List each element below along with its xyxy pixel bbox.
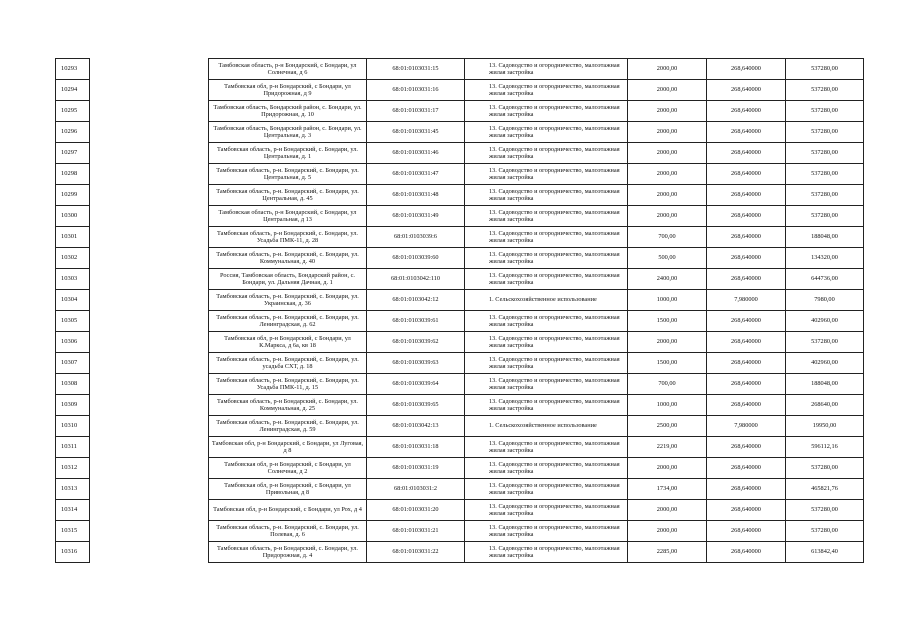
specific-value-cell: 268,640000 xyxy=(707,521,786,542)
address-cell: Тамбовская область, р-н Бондарский, с. Бондари, ул. Центральная, д. 1 xyxy=(209,143,367,164)
record-number: 10310 xyxy=(56,416,90,437)
address-cell: Тамбовская область, р-н. Бондарский, с. Бондари, ул. Украинская, д. 36 xyxy=(209,290,367,311)
area-cell: 2000,00 xyxy=(628,101,707,122)
cadastral-value-cell: 402960,00 xyxy=(786,311,864,332)
land-use-cell: 13. Садоводство и огородничество, малоэтажная жилая застройка xyxy=(465,143,628,164)
cadastral-number-cell: 68:01:0103031:17 xyxy=(367,101,465,122)
cadastral-value-cell: 537280,00 xyxy=(786,206,864,227)
specific-value-cell: 268,640000 xyxy=(707,248,786,269)
specific-value-cell: 268,640000 xyxy=(707,437,786,458)
table-row xyxy=(56,437,864,458)
cadastral-number-cell: 68:01:0103031:46 xyxy=(367,143,465,164)
record-number: 10304 xyxy=(56,290,90,311)
table-body xyxy=(56,59,864,563)
table-row xyxy=(56,122,864,143)
specific-value-cell: 268,640000 xyxy=(707,164,786,185)
area-cell: 2000,00 xyxy=(628,122,707,143)
record-number: 10309 xyxy=(56,395,90,416)
specific-value-cell: 268,640000 xyxy=(707,374,786,395)
spacer-cell xyxy=(90,59,209,80)
area-cell: 2000,00 xyxy=(628,59,707,80)
cadastral-number-cell: 68:01:0103039:64 xyxy=(367,374,465,395)
spacer-cell xyxy=(90,206,209,227)
cadastral-value-cell: 537280,00 xyxy=(786,458,864,479)
record-number: 10296 xyxy=(56,122,90,143)
address-cell: Тамбовская обл, р-н Бондарский, с Бондари, ул К.Маркса, д 6а, кв 18 xyxy=(209,332,367,353)
cadastral-value-cell: 188048,00 xyxy=(786,227,864,248)
address-cell: Тамбовская обл, р-н Бондарский, с Бондари, ул Придорожная, д 9 xyxy=(209,80,367,101)
spacer-cell xyxy=(90,248,209,269)
address-cell: Россия, Тамбовская область, Бондарский район, с. Бондари, ул. Дальняя Дачная, д. 1 xyxy=(209,269,367,290)
address-cell: Тамбовская обл, р-н Бондарский, с Бондари, ул Рох, д 4 xyxy=(209,500,367,521)
spacer-cell xyxy=(90,143,209,164)
address-cell: Тамбовская область, р-н. Бондарский, с. Бондари, ул. Ленинградская, д. 62 xyxy=(209,311,367,332)
area-cell: 2000,00 xyxy=(628,458,707,479)
cadastral-value-cell: 402960,00 xyxy=(786,353,864,374)
spacer-cell xyxy=(90,374,209,395)
cadastral-value-cell: 537280,00 xyxy=(786,59,864,80)
spacer-cell xyxy=(90,416,209,437)
cadastral-number-cell: 68:01:0103031:45 xyxy=(367,122,465,143)
specific-value-cell: 268,640000 xyxy=(707,353,786,374)
cadastral-number-cell: 68:01:0103031:21 xyxy=(367,521,465,542)
cadastral-value-cell: 596112,16 xyxy=(786,437,864,458)
specific-value-cell: 268,640000 xyxy=(707,59,786,80)
record-number: 10298 xyxy=(56,164,90,185)
specific-value-cell: 268,640000 xyxy=(707,332,786,353)
specific-value-cell: 268,640000 xyxy=(707,542,786,563)
cadastral-number-cell: 68:01:0103031:16 xyxy=(367,80,465,101)
table-row xyxy=(56,542,864,563)
land-use-cell: 13. Садоводство и огородничество, малоэтажная жилая застройка xyxy=(465,227,628,248)
land-use-cell: 13. Садоводство и огородничество, малоэтажная жилая застройка xyxy=(465,185,628,206)
table-row xyxy=(56,395,864,416)
record-number: 10313 xyxy=(56,479,90,500)
address-cell: Тамбовская область, р-н. Бондарский, с. Бондари, ул. Полевая, д. 6 xyxy=(209,521,367,542)
cadastral-number-cell: 68:01:0103039:61 xyxy=(367,311,465,332)
address-cell: Тамбовская область, р-н Бондарский, с. Бондари, ул. Коммунальная, д. 25 xyxy=(209,395,367,416)
cadastral-number-cell: 68:01:0103042:12 xyxy=(367,290,465,311)
land-use-cell: 13. Садоводство и огородничество, малоэтажная жилая застройка xyxy=(465,248,628,269)
land-use-cell: 13. Садоводство и огородничество, малоэтажная жилая застройка xyxy=(465,164,628,185)
land-use-cell: 13. Садоводство и огородничество, малоэтажная жилая застройка xyxy=(465,80,628,101)
area-cell: 2000,00 xyxy=(628,521,707,542)
specific-value-cell: 268,640000 xyxy=(707,185,786,206)
spacer-cell xyxy=(90,80,209,101)
land-use-cell: 13. Садоводство и огородничество, малоэтажная жилая застройка xyxy=(465,395,628,416)
table-row xyxy=(56,311,864,332)
table-row xyxy=(56,143,864,164)
specific-value-cell: 268,640000 xyxy=(707,122,786,143)
cadastral-number-cell: 68:01:0103042:13 xyxy=(367,416,465,437)
land-use-cell: 13. Садоводство и огородничество, малоэтажная жилая застройка xyxy=(465,500,628,521)
cadastral-value-cell: 537280,00 xyxy=(786,164,864,185)
spacer-cell xyxy=(90,269,209,290)
spacer-cell xyxy=(90,122,209,143)
table-row xyxy=(56,269,864,290)
address-cell: Тамбовская область, Бондарский район, с. Бондари, ул. Центральная, д. 3 xyxy=(209,122,367,143)
record-number: 10311 xyxy=(56,437,90,458)
table-row xyxy=(56,206,864,227)
address-cell: Тамбовская область, р-н. Бондарский, с. Бондари, ул. Центральная, д. 5 xyxy=(209,164,367,185)
address-cell: Тамбовская обл, р-н Бондарский, с Бондари, ул Луговая, д 8 xyxy=(209,437,367,458)
cadastral-number-cell: 68:01:0103031:20 xyxy=(367,500,465,521)
record-number: 10305 xyxy=(56,311,90,332)
spacer-cell xyxy=(90,437,209,458)
table-row xyxy=(56,164,864,185)
address-cell: Тамбовская область, р-н. Бондарский, с. Бондари, ул. усадьба СХТ, д. 18 xyxy=(209,353,367,374)
cadastral-value-cell: 7980,00 xyxy=(786,290,864,311)
land-use-cell: 13. Садоводство и огородничество, малоэтажная жилая застройка xyxy=(465,437,628,458)
cadastral-number-cell: 68:01:0103031:47 xyxy=(367,164,465,185)
address-cell: Тамбовская область, р-н. Бондарский, с. Бондари, ул. Усадьба ПМК-11, д. 15 xyxy=(209,374,367,395)
specific-value-cell: 7,980000 xyxy=(707,290,786,311)
cadastral-number-cell: 68:01:0103031:18 xyxy=(367,437,465,458)
specific-value-cell: 268,640000 xyxy=(707,80,786,101)
area-cell: 2000,00 xyxy=(628,143,707,164)
record-number: 10316 xyxy=(56,542,90,563)
table-row xyxy=(56,374,864,395)
area-cell: 2000,00 xyxy=(628,185,707,206)
cadastral-number-cell: 68:01:0103031:48 xyxy=(367,185,465,206)
cadastral-value-cell: 537280,00 xyxy=(786,521,864,542)
area-cell: 2000,00 xyxy=(628,206,707,227)
land-use-cell: 13. Садоводство и огородничество, малоэтажная жилая застройка xyxy=(465,269,628,290)
table-row xyxy=(56,458,864,479)
cadastral-value-cell: 134320,00 xyxy=(786,248,864,269)
cadastral-value-cell: 537280,00 xyxy=(786,101,864,122)
table-row xyxy=(56,80,864,101)
spacer-cell xyxy=(90,332,209,353)
specific-value-cell: 268,640000 xyxy=(707,311,786,332)
spacer-cell xyxy=(90,458,209,479)
spacer-cell xyxy=(90,185,209,206)
specific-value-cell: 268,640000 xyxy=(707,101,786,122)
record-number: 10294 xyxy=(56,80,90,101)
table-row xyxy=(56,353,864,374)
area-cell: 2000,00 xyxy=(628,164,707,185)
record-number: 10302 xyxy=(56,248,90,269)
area-cell: 700,00 xyxy=(628,227,707,248)
spacer-cell xyxy=(90,311,209,332)
cadastral-value-cell: 537280,00 xyxy=(786,143,864,164)
area-cell: 2500,00 xyxy=(628,416,707,437)
specific-value-cell: 7,980000 xyxy=(707,416,786,437)
record-number: 10314 xyxy=(56,500,90,521)
area-cell: 1500,00 xyxy=(628,353,707,374)
area-cell: 1734,00 xyxy=(628,479,707,500)
cadastral-number-cell: 68:01:0103042:110 xyxy=(367,269,465,290)
table-row xyxy=(56,521,864,542)
land-use-cell: 13. Садоводство и огородничество, малоэтажная жилая застройка xyxy=(465,521,628,542)
spacer-cell xyxy=(90,101,209,122)
specific-value-cell: 268,640000 xyxy=(707,500,786,521)
spacer-cell xyxy=(90,542,209,563)
land-use-cell: 13. Садоводство и огородничество, малоэтажная жилая застройка xyxy=(465,206,628,227)
table-row xyxy=(56,416,864,437)
specific-value-cell: 268,640000 xyxy=(707,206,786,227)
area-cell: 1500,00 xyxy=(628,311,707,332)
table-row xyxy=(56,59,864,80)
address-cell: Тамбовская область, р-н. Бондарский, с. Бондари, ул. Коммунальная, д. 40 xyxy=(209,248,367,269)
table-row xyxy=(56,332,864,353)
table-row xyxy=(56,248,864,269)
specific-value-cell: 268,640000 xyxy=(707,269,786,290)
cadastral-number-cell: 68:01:0103039:63 xyxy=(367,353,465,374)
table-row xyxy=(56,290,864,311)
land-use-cell: 1. Сельскохозяйственное использование xyxy=(465,416,628,437)
record-number: 10297 xyxy=(56,143,90,164)
land-use-cell: 13. Садоводство и огородничество, малоэтажная жилая застройка xyxy=(465,101,628,122)
specific-value-cell: 268,640000 xyxy=(707,227,786,248)
spacer-cell xyxy=(90,227,209,248)
address-cell: Тамбовская область, р-н Бондарский, с Бондари, ул Солнечная, д 6 xyxy=(209,59,367,80)
spacer-cell xyxy=(90,395,209,416)
record-number: 10307 xyxy=(56,353,90,374)
land-use-cell: 13. Садоводство и огородничество, малоэтажная жилая застройка xyxy=(465,332,628,353)
address-cell: Тамбовская обл, р-н Бондарский, с Бондари, ул Привольная, д 8 xyxy=(209,479,367,500)
land-use-cell: 13. Садоводство и огородничество, малоэтажная жилая застройка xyxy=(465,311,628,332)
area-cell: 2000,00 xyxy=(628,500,707,521)
address-cell: Тамбовская обл, р-н Бондарский, с Бондари, ул Солнечная, д 2 xyxy=(209,458,367,479)
record-number: 10303 xyxy=(56,269,90,290)
spacer-cell xyxy=(90,290,209,311)
cadastral-number-cell: 68:01:0103031:19 xyxy=(367,458,465,479)
area-cell: 2219,00 xyxy=(628,437,707,458)
address-cell: Тамбовская область, р-н Бондарский, с. Бондари, ул. Придорожная, д. 4 xyxy=(209,542,367,563)
table-row xyxy=(56,479,864,500)
cadastral-value-cell: 537280,00 xyxy=(786,332,864,353)
cadastral-value-cell: 465821,76 xyxy=(786,479,864,500)
cadastral-number-cell: 68:01:0103031:15 xyxy=(367,59,465,80)
cadastral-number-cell: 68:01:0103039:65 xyxy=(367,395,465,416)
area-cell: 1000,00 xyxy=(628,395,707,416)
cadastral-value-cell: 537280,00 xyxy=(786,185,864,206)
specific-value-cell: 268,640000 xyxy=(707,479,786,500)
address-cell: Тамбовская область, Бондарский район, с. Бондари, ул. Придорожная, д. 10 xyxy=(209,101,367,122)
land-registry-table xyxy=(55,58,864,563)
cadastral-value-cell: 644736,00 xyxy=(786,269,864,290)
land-use-cell: 13. Садоводство и огородничество, малоэтажная жилая застройка xyxy=(465,122,628,143)
land-use-cell: 13. Садоводство и огородничество, малоэтажная жилая застройка xyxy=(465,479,628,500)
spacer-cell xyxy=(90,353,209,374)
specific-value-cell: 268,640000 xyxy=(707,143,786,164)
record-number: 10299 xyxy=(56,185,90,206)
land-use-cell: 1. Сельскохозяйственное использование xyxy=(465,290,628,311)
table-row xyxy=(56,227,864,248)
cadastral-value-cell: 19950,00 xyxy=(786,416,864,437)
record-number: 10306 xyxy=(56,332,90,353)
cadastral-value-cell: 268640,00 xyxy=(786,395,864,416)
record-number: 10300 xyxy=(56,206,90,227)
address-cell: Тамбовская область, р-н. Бондарский, с. Бондари, ул. Ленинградская, д. 59 xyxy=(209,416,367,437)
cadastral-value-cell: 188048,00 xyxy=(786,374,864,395)
record-number: 10308 xyxy=(56,374,90,395)
address-cell: Тамбовская область, р-н Бондарский, с. Бондари, ул. Усадьба ПМК-11, д. 28 xyxy=(209,227,367,248)
cadastral-number-cell: 68:01:0103031:22 xyxy=(367,542,465,563)
record-number: 10312 xyxy=(56,458,90,479)
land-use-cell: 13. Садоводство и огородничество, малоэтажная жилая застройка xyxy=(465,458,628,479)
table-row xyxy=(56,185,864,206)
record-number: 10315 xyxy=(56,521,90,542)
cadastral-number-cell: 68:01:0103039:60 xyxy=(367,248,465,269)
area-cell: 2400,00 xyxy=(628,269,707,290)
cadastral-value-cell: 613842,40 xyxy=(786,542,864,563)
area-cell: 500,00 xyxy=(628,248,707,269)
cadastral-number-cell: 68:01:0103039:62 xyxy=(367,332,465,353)
area-cell: 2285,00 xyxy=(628,542,707,563)
area-cell: 2000,00 xyxy=(628,332,707,353)
record-number: 10293 xyxy=(56,59,90,80)
spacer-cell xyxy=(90,479,209,500)
area-cell: 700,00 xyxy=(628,374,707,395)
address-cell: Тамбовская область, р-н. Бондарский, с. Бондари, ул. Центральная, д. 45 xyxy=(209,185,367,206)
area-cell: 2000,00 xyxy=(628,80,707,101)
cadastral-number-cell: 68:01:0103031:2 xyxy=(367,479,465,500)
spacer-cell xyxy=(90,164,209,185)
land-use-cell: 13. Садоводство и огородничество, малоэтажная жилая застройка xyxy=(465,353,628,374)
cadastral-value-cell: 537280,00 xyxy=(786,500,864,521)
record-number: 10295 xyxy=(56,101,90,122)
table-row xyxy=(56,101,864,122)
land-use-cell: 13. Садоводство и огородничество, малоэтажная жилая застройка xyxy=(465,59,628,80)
table-row xyxy=(56,500,864,521)
specific-value-cell: 268,640000 xyxy=(707,458,786,479)
specific-value-cell: 268,640000 xyxy=(707,395,786,416)
land-use-cell: 13. Садоводство и огородничество, малоэтажная жилая застройка xyxy=(465,374,628,395)
address-cell: Тамбовская область, р-н Бондарский, с Бондари, ул Центральная, д 13 xyxy=(209,206,367,227)
record-number: 10301 xyxy=(56,227,90,248)
cadastral-number-cell: 68:01:0103031:49 xyxy=(367,206,465,227)
land-use-cell: 13. Садоводство и огородничество, малоэтажная жилая застройка xyxy=(465,542,628,563)
spacer-cell xyxy=(90,521,209,542)
area-cell: 1000,00 xyxy=(628,290,707,311)
cadastral-value-cell: 537280,00 xyxy=(786,122,864,143)
cadastral-value-cell: 537280,00 xyxy=(786,80,864,101)
cadastral-number-cell: 68:01:0103039:6 xyxy=(367,227,465,248)
spacer-cell xyxy=(90,500,209,521)
